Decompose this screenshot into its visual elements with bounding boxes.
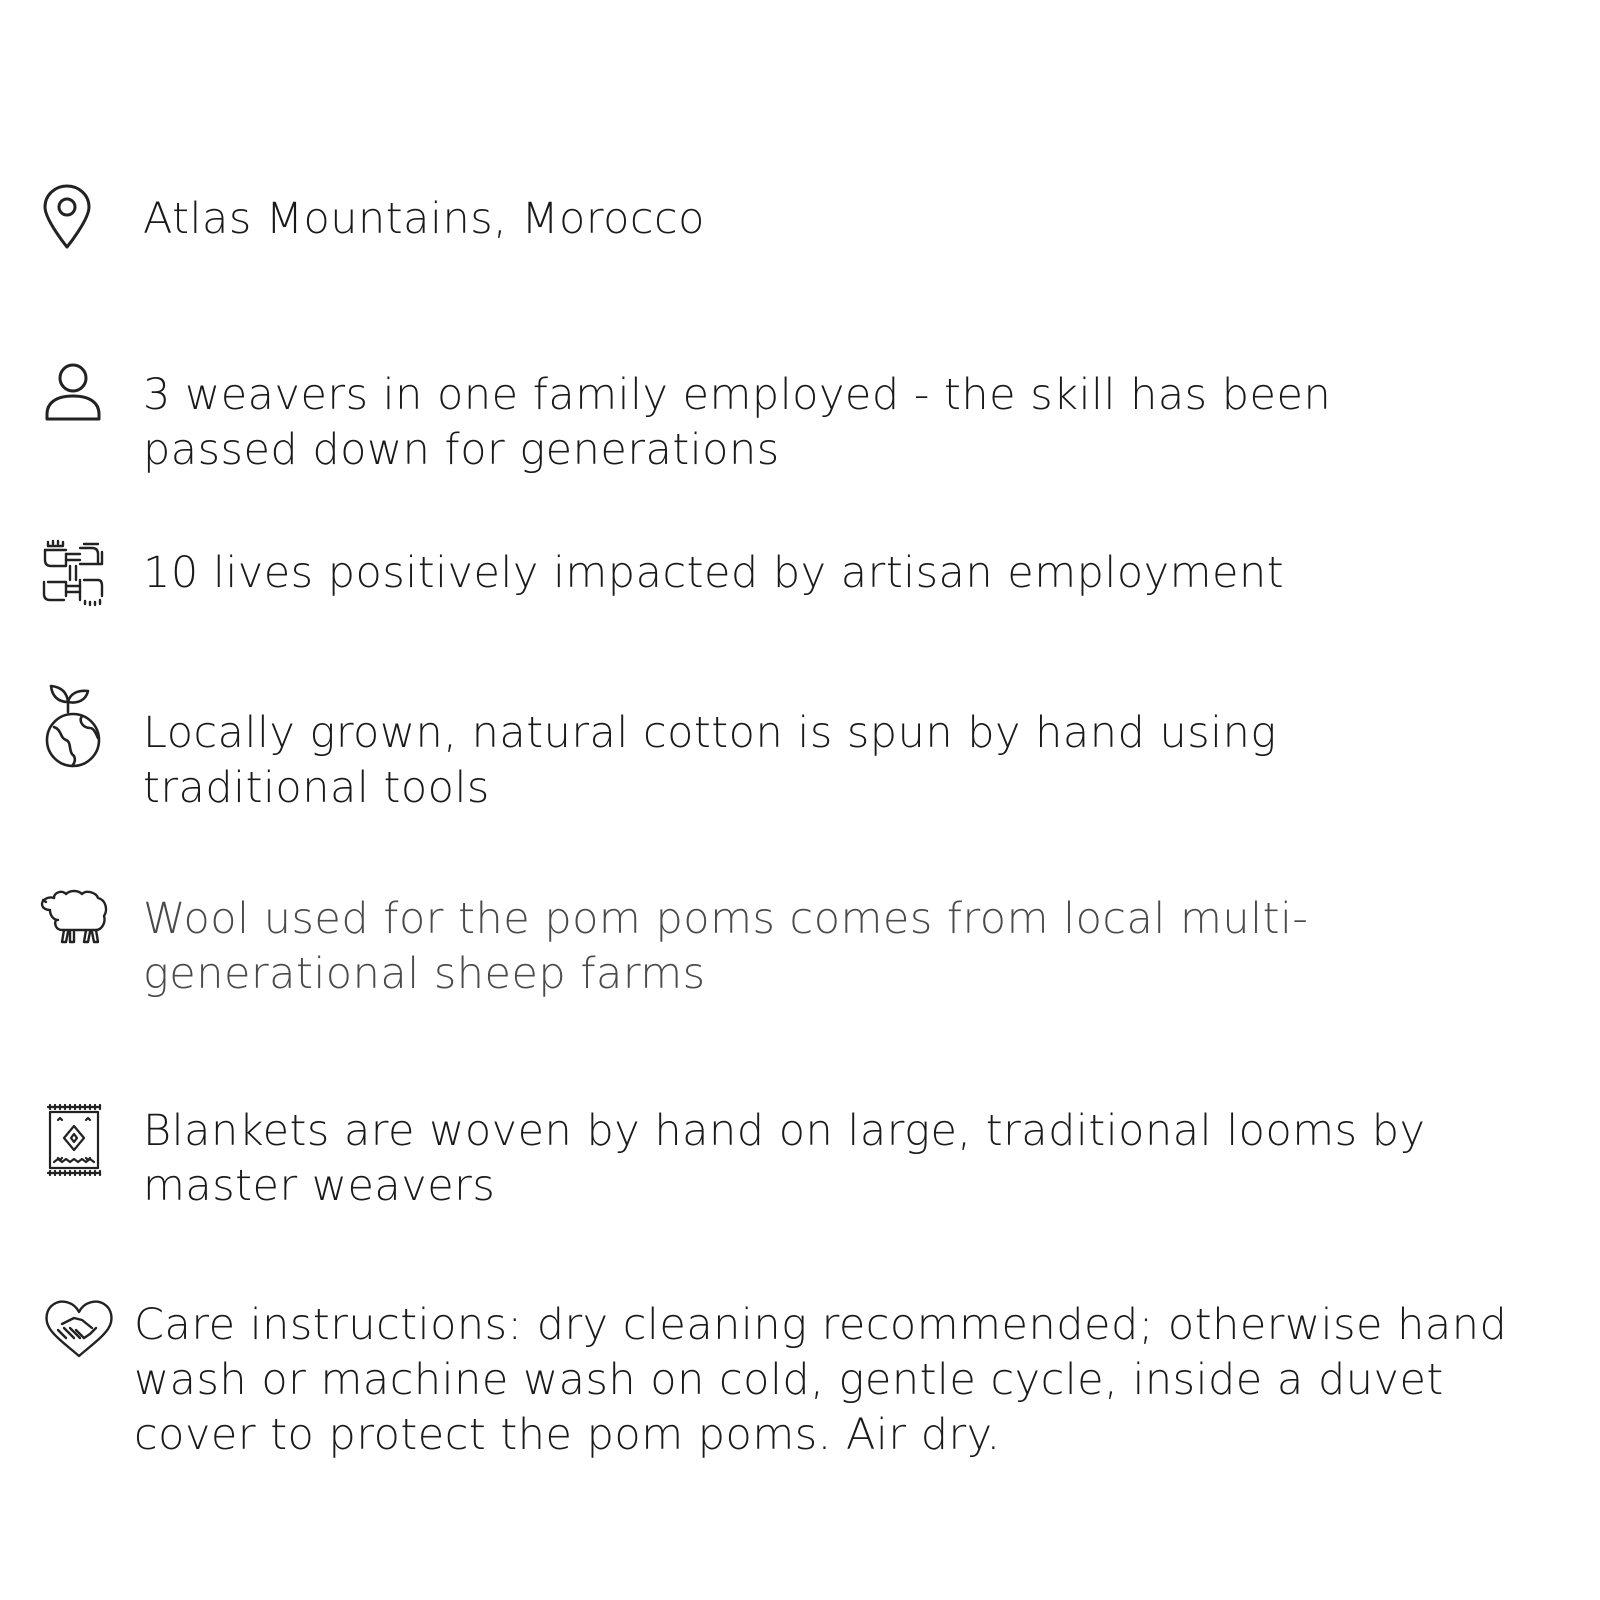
feature-text: Wool used for the pom poms comes from local multi-generational sheep farms bbox=[143, 894, 1309, 999]
sheep-icon bbox=[40, 888, 110, 948]
joined-hands-icon bbox=[40, 540, 106, 606]
feature-text: Locally grown, natural cotton is spun by hand using traditional tools bbox=[143, 708, 1277, 813]
feature-text: Blankets are woven by hand on large, traditional looms by master weavers bbox=[143, 1106, 1426, 1211]
globe-sprout-icon bbox=[44, 682, 104, 772]
feature-text: Atlas Mountains, Morocco bbox=[143, 194, 705, 244]
heart-handshake-icon bbox=[44, 1298, 114, 1360]
location-pin-icon bbox=[42, 184, 92, 250]
feature-text: 3 weavers in one family employed - the skill has been passed down for generations bbox=[143, 370, 1332, 475]
feature-text: 10 lives positively impacted by artisan employment bbox=[143, 548, 1285, 598]
person-icon bbox=[44, 362, 102, 422]
feature-text: Care instructions: dry cleaning recommended; otherwise hand wash or machine wash on cold, gentle cycle, inside a duvet cover to protect the pom poms. Air dry. bbox=[134, 1300, 1508, 1460]
woven-rug-icon bbox=[46, 1104, 102, 1176]
